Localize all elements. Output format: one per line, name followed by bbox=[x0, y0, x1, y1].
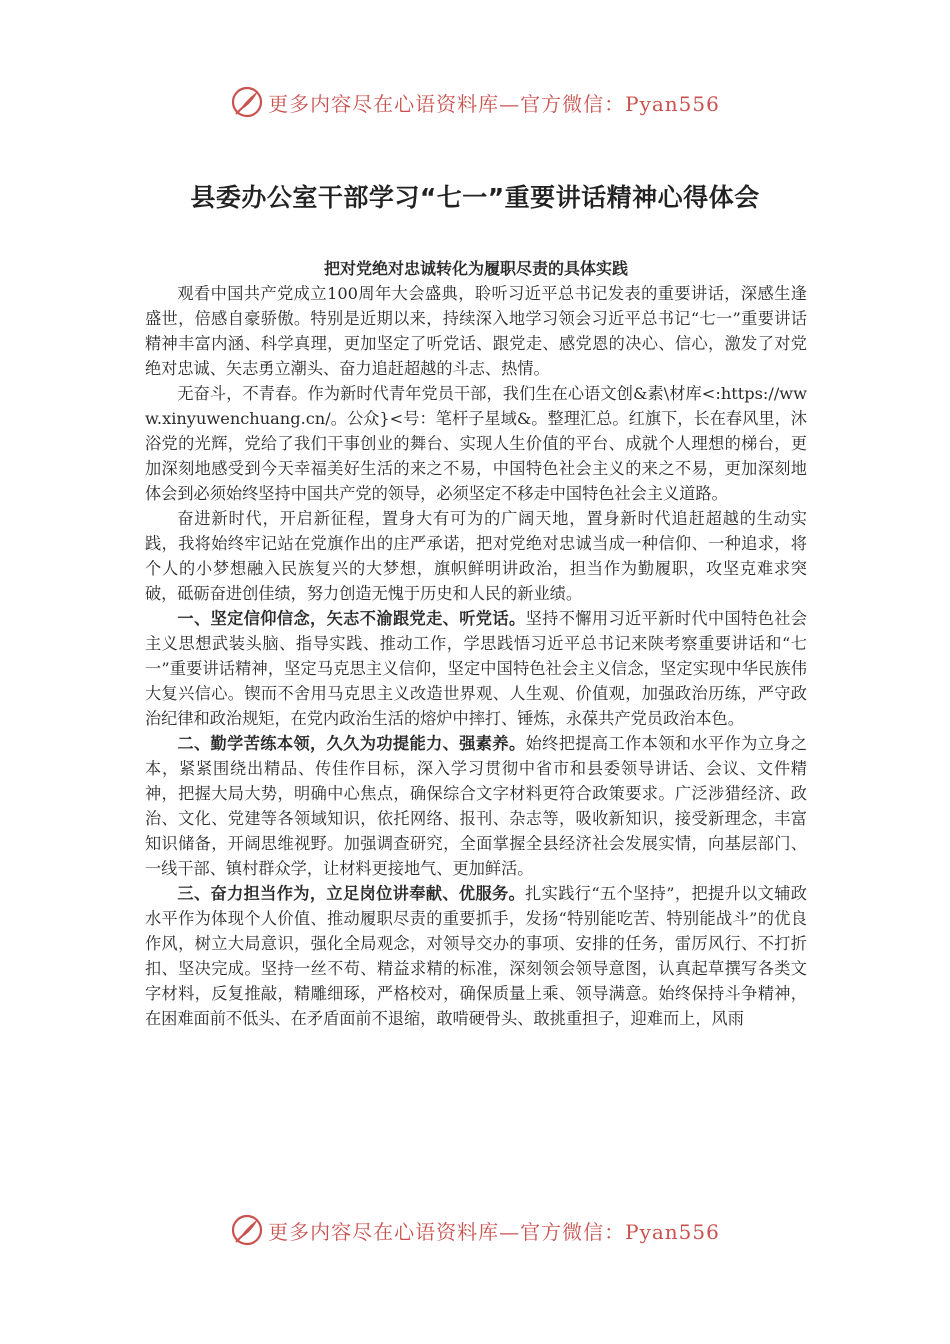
section-heading: 二、勤学苦练本领，久久为功提能力、强素养。 bbox=[177, 734, 526, 753]
paragraph-text: 无奋斗，不青春。作为新时代青年党员干部，我们生在心语文创&素\材库<:https://www.xinyuwenchuang.cn/。公众}<号：笔杆子星域&。整理汇总。红旗下，长在春风里，沐浴党的光辉，党给了我们干事创业的舞台、实现人生价值的平台、成就个人理想的梯台，更加深刻地感受到今天幸福美好生活的来之不易，中国特色社会主义的来之不易，更加深刻地体会到必须始终坚持中国共产党的领导，必须坚定不移走中国特色社会主义道路。 bbox=[145, 384, 807, 503]
paragraph-1 bbox=[145, 281, 807, 381]
paragraph-3 bbox=[145, 506, 807, 606]
paragraph-text: 奋进新时代，开启新征程，置身大有可为的广阔天地，置身新时代追赶超越的生动实践，我将始终牢记站在党旗作出的庄严承诺，把对党绝对忠诚当成一种信仰、一种追求，将个人的小梦想融入民族复兴的大梦想，旗帜鲜明讲政治，担当作为勤履职，攻坚克难求突破，砥砺奋进创佳绩，努力创造无愧于历史和人民的新业绩。 bbox=[145, 509, 807, 603]
paragraph-text: 坚持不懈用习近平新时代中国特色社会主义思想武装头脑、指导实践、推动工作，学思践悟习近平总书记来陕考察重要讲话和“七一”重要讲话精神，坚定马克思主义信仰，坚定中国特色社会主义信念，坚定实现中华民族伟大复兴信心。锲而不舍用马克思主义改造世界观、人生观、价值观，加强政治历练，严守政治纪律和政治规矩，在党内政治生活的熔炉中摔打、锤炼，永葆共产党员政治本色。 bbox=[145, 609, 808, 728]
document-subtitle: 把对党绝对忠诚转化为履职尽责的具体实践 bbox=[323, 259, 628, 278]
paragraph-text: 扎实践行“五个坚持”，把提升以文辅政水平作为体现个人价值、推动履职尽责的重要抓手，发扬“特别能吃苦、特别能战斗”的优良作风，树立大局意识，强化全局观念，对领导交办的事项、安排的任务，雷厉风行、不打折扣、坚决完成。坚持一丝不苟、精益求精的标准，深刻领会领导意图，认真起草撰写各类文字材料，反复推敲，精雕细琢，严格校对，确保质量上乘、领导满意。始终保持斗争精神，在困难面前不低头、在矛盾面前不退缩，敢啃硬骨头、敢挑重担子，迎难而上，风雨 bbox=[145, 884, 807, 1028]
section-heading: 三、奋力担当作为，立足岗位讲奉献、优服务。 bbox=[177, 884, 526, 903]
paragraph-5 bbox=[145, 731, 807, 881]
paragraph-6 bbox=[145, 881, 807, 1031]
banner-text: 更多内容尽在心语资料库—官方微信：Pyan556 bbox=[268, 1219, 720, 1244]
quill-logo-icon bbox=[230, 1213, 264, 1247]
header-banner bbox=[0, 80, 950, 124]
paragraph-2 bbox=[145, 381, 807, 506]
paragraph-text: 始终把提高工作本领和水平作为立身之本，紧紧围绕出精品、传佳作目标，深入学习贯彻中省市和县委领导讲话、会议、文件精神，把握大局大势，明确中心焦点，确保综合文字材料更符合政策要求。广泛涉猎经济、政治、文化、党建等各领域知识，依托网络、报刊、杂志等，吸收新知识，接受新理念，丰富知识储备，开阔思维视野。加强调查研究，全面掌握全县经济社会发展实情，向基层部门、一线干部、镇村群众学，让材料更接地气、更加鲜活。 bbox=[145, 734, 808, 878]
banner-text: 更多内容尽在心语资料库—官方微信：Pyan556 bbox=[268, 91, 720, 116]
document-body bbox=[145, 256, 807, 1031]
paragraph-4 bbox=[145, 606, 807, 731]
section-heading: 一、坚定信仰信念，矢志不渝跟党走、听党话。 bbox=[177, 609, 526, 628]
quill-logo-icon bbox=[230, 85, 264, 119]
footer-banner bbox=[0, 1208, 950, 1252]
document-title: 县委办公室干部学习“七一”重要讲话精神心得体会 bbox=[190, 183, 760, 212]
paragraph-text: 观看中国共产党成立100周年大会盛典，聆听习近平总书记发表的重要讲话，深感生逢盛世，倍感自豪骄傲。特别是近期以来，持续深入地学习领会习近平总书记“七一”重要讲话精神丰富内涵、科学真理，更加坚定了听党话、跟党走、感党恩的决心、信心，激发了对党绝对忠诚、矢志勇立潮头、奋力追赶超越的斗志、热情。 bbox=[145, 284, 807, 378]
